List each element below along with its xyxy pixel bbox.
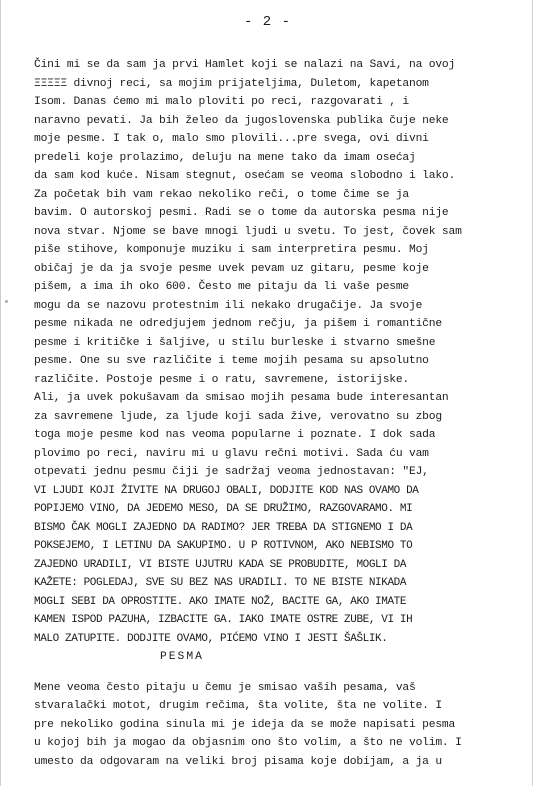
text-line: bavim. O autorskoj pesmi. Radi se o tome da autorska pesma nije xyxy=(34,207,449,219)
lyric-line: BISMO ČAK MOGLI ZAJEDNO DA RADIMO? JER TREBA DA STIGNEMO I DA xyxy=(34,521,413,534)
text-line: piše stihove, komponuje muziku i sam interpretira pesmu. Moj xyxy=(34,244,429,256)
text-line: da sam kod kuće. Nisam stegnut, osećam se veoma slobodno i lako. xyxy=(34,170,456,182)
text-line: otpevati jednu pesmu čiji je sadržaj veoma jednostavan: "EJ, xyxy=(34,466,429,478)
text-line: ΞΞΞΞΞ divnoj reci, sa mojim prijateljima, Duletom, kapetanom xyxy=(34,77,429,90)
text-line: različite. Postoje pesme i o ratu, savremene, istorijske. xyxy=(34,373,410,386)
text-line: Mene veoma često pitaju u čemu je smisao vaših pesama, vaš xyxy=(34,681,416,694)
text-line: pišem, a ima ih oko 600. Često me pitaju da li vaše pesme xyxy=(34,281,410,293)
text-line: naravno pevati. Ja bih želeo da jugoslovenska publika čuje neke xyxy=(34,114,449,127)
lyric-line: KAŽETE: POGLEDAJ, SVE SU BEZ NAS URADILI. TO NE BISTE NIKADA xyxy=(34,577,407,589)
document-body xyxy=(34,56,506,771)
text-line: običaj je da ja svoje pesme uvek pevam uz gitaru, pesme koje xyxy=(34,262,429,275)
paragraph-intro xyxy=(34,56,506,482)
text-line: Isom. Danas ćemo mi malo ploviti po reci, razgovarati , i xyxy=(34,96,410,108)
lyric-line: POKSEJEMO, I LETINU DA SAKUPIMO. U P ROTIVNOM, AKO NEBISMO TO xyxy=(34,540,413,552)
text-line: mogu da se nazovu protestnim ili nekako drugačije. Ja svoje xyxy=(34,299,423,312)
text-line: umesto da odgovaram na veliki broj pisama koje dobijam, a ja u xyxy=(34,755,442,768)
text-line: toga moje pesme kod nas veoma popularne i poznate. I dok sada xyxy=(34,429,436,441)
text-line: pre nekoliko godina sinula mi je ideja da se može napisati pesma xyxy=(34,718,456,731)
text-line: nova stvar. Njome se bave mnogi ljudi u svetu. To jest, čovek sam xyxy=(34,225,462,238)
lyric-line: MALO ZATUPITE. DODJITE OVAMO, PIĆEMO VINO I JESTI ŠAŠLIK. xyxy=(34,632,388,645)
text-line: Za početak bih vam rekao nekoliko reči, o tome čime se ja xyxy=(34,188,410,201)
text-line: za savremene ljude, za ljude koji sada žive, verovatno su zbog xyxy=(34,410,442,423)
text-line: u kojoj bih ja mogao da objasnim ono što volim, a što ne volim. I xyxy=(34,737,462,749)
text-line: pesme i kritičke i šaljive, u stilu burleske i stvarno smešne xyxy=(34,336,436,349)
text-line: Čini mi se da sam ja prvi Hamlet koji se nalazi na Savi, na ovoj xyxy=(34,59,456,71)
text-line: Ali, ja uvek pokušavam da smisao mojih pesama bude interesantan xyxy=(34,392,449,404)
lyric-line: ZAJEDNO URADILI, VI BISTE UJUTRU KADA SE PROBUDITE, MOGLI DA xyxy=(34,558,407,571)
lyric-line: VI LJUDI KOJI ŽIVITE NA DRUGOJ OBALI, DODJITE KOD NAS OVAMO DA xyxy=(34,484,419,497)
page-number: - 2 - xyxy=(243,14,291,30)
text-line: pesme. One su sve različite i teme mojih pesama su apsolutno xyxy=(34,355,429,367)
lyric-line: POPIJEMO VINO, DA JEDEMO MESO, DA SE DRUŽIMO, RAZGOVARAMO. MI xyxy=(34,503,413,515)
text-line: pesme nikada ne odredjujem jednom rečju, ja pišem i romantične xyxy=(34,318,442,330)
text-line: stvaralački motot, drugim rečima, šta volite, šta ne volite. I xyxy=(34,700,442,712)
text-line: moje pesme. I tak o, malo smo plovili...pre svega, ovi divni xyxy=(34,133,429,145)
lyric-line: KAMEN ISPOD PAZUHA, IZBACITE GA. IAKO IMATE OSTRE ZUBE, VI IH xyxy=(34,614,413,626)
section-heading: PESMA xyxy=(160,651,204,663)
scan-speck xyxy=(5,300,8,303)
lyric-line: MOGLI SEBI DA OPROSTITE. AKO IMATE NOŽ, BACITE GA, AKO IMATE xyxy=(34,595,407,608)
text-line: predeli koje prolazimo, deluju na mene tako da imam osećaj xyxy=(34,151,416,164)
text-line: plovimo po reci, naviru mi u glavu rečni motivi. Sada ću vam xyxy=(34,447,429,460)
paragraph-gap xyxy=(34,667,506,679)
paragraph-meaning xyxy=(34,679,506,772)
song-lyrics xyxy=(34,482,506,649)
